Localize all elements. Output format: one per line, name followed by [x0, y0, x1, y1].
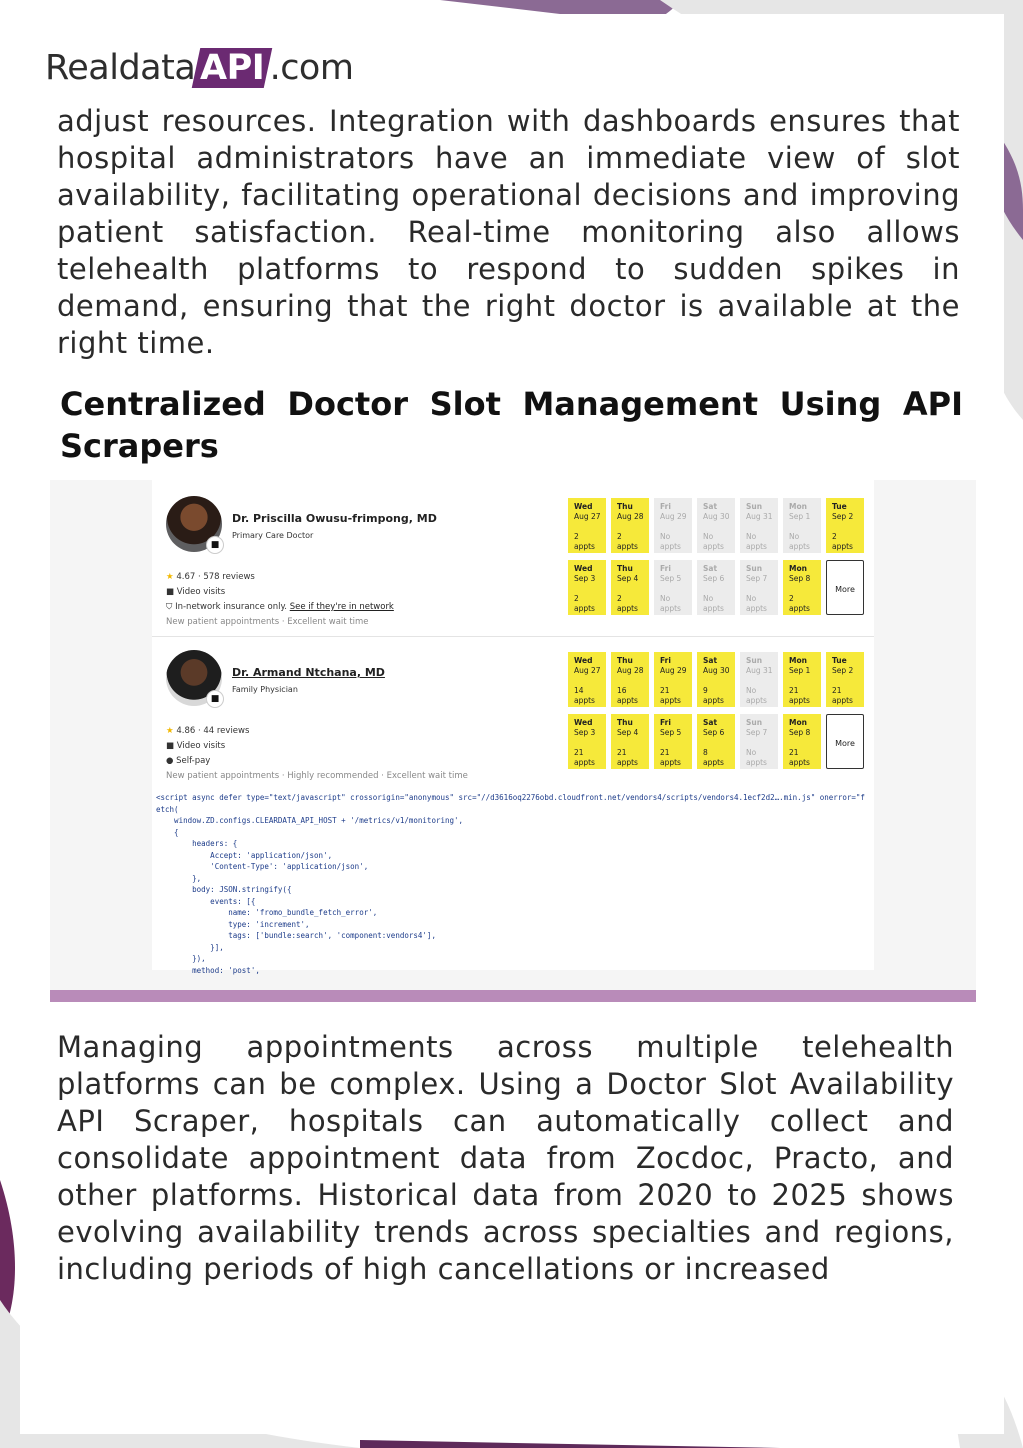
video-camera-icon: ■ — [206, 536, 224, 554]
appointment-slot: Sun Sep 7 No appts — [740, 714, 778, 769]
doctor-name[interactable]: Dr. Priscilla Owusu-frimpong, MD — [232, 512, 437, 525]
insurance-text: In-network insurance only. — [175, 602, 288, 612]
logo-api-badge: API — [192, 48, 273, 88]
code-snippet — [156, 792, 872, 975]
logo-prefix: Realdata — [45, 48, 196, 88]
appointment-slot[interactable]: Thu Aug 28 2 appts — [611, 498, 649, 553]
code-line: method: 'post', — [156, 965, 260, 975]
code-line: { — [156, 827, 179, 837]
more-button[interactable]: More — [826, 714, 864, 769]
appointment-slot[interactable]: Mon Sep 8 21 appts — [783, 714, 821, 769]
code-line: }), — [156, 954, 206, 963]
appointment-note: New patient appointments · Excellent wait time — [166, 617, 369, 627]
logo-suffix: .com — [269, 48, 354, 88]
insurance-link[interactable]: See if they're in network — [289, 602, 394, 612]
doctor-card — [152, 642, 874, 792]
doctor-name[interactable]: Dr. Armand Ntchana, MD — [232, 666, 385, 679]
brand-logo — [45, 44, 353, 92]
appointment-slot[interactable]: Mon Sep 1 21 appts — [783, 652, 821, 707]
appointment-slot: Sat Sep 6 No appts — [697, 560, 735, 615]
appointment-slot[interactable]: Thu Sep 4 21 appts — [611, 714, 649, 769]
video-icon: ■ — [166, 587, 175, 597]
dollar-icon: ● — [166, 756, 174, 766]
appointment-slot[interactable]: Tue Sep 2 2 appts — [826, 498, 864, 553]
section-heading: Centralized Doctor Slot Management Using API Scrapers — [60, 385, 963, 465]
code-line: window.ZD.configs.CLEARDATA_API_HOST + '/metrics/v1/monitoring', — [156, 816, 464, 825]
code-line: type: 'increment', — [156, 919, 310, 929]
appointment-slot[interactable]: Mon Sep 8 2 appts — [783, 560, 821, 615]
appointment-slot[interactable]: Thu Aug 28 16 appts — [611, 652, 649, 707]
doctor-specialty: Family Physician — [232, 685, 298, 694]
appointment-slot[interactable]: Fri Aug 29 21 appts — [654, 652, 692, 707]
closing-paragraph: Managing appointments across multiple telehealth platforms can be complex. Using a Doctor Slot Availability API Scraper, hospitals can automatically collect and consolidate appointment data from Zocdoc, Practo, and other platforms. Historical data from 2020 to 2025 shows evolving availability trends across specialties and regions, including periods of high cancellations or increased — [57, 1030, 954, 1286]
appointment-slot: Mon Sep 1 No appts — [783, 498, 821, 553]
rating: 4.67 · 578 reviews — [176, 572, 255, 582]
divider-bar — [50, 990, 976, 1002]
code-line: }], — [156, 942, 224, 952]
code-line: }, — [156, 873, 202, 883]
appointment-slot[interactable]: Wed Sep 3 2 appts — [568, 560, 606, 615]
code-line: name: 'fromo_bundle_fetch_error', — [156, 908, 378, 917]
visit-type: Video visits — [176, 741, 226, 751]
visit-type: Video visits — [176, 587, 226, 597]
doctor-listing-screenshot — [50, 480, 976, 1002]
more-button[interactable]: More — [826, 560, 864, 615]
appointment-slot: Fri Aug 29 No appts — [654, 498, 692, 553]
code-line: headers: { — [156, 839, 238, 848]
doctor-details — [166, 724, 468, 784]
appointment-slot[interactable]: Wed Sep 3 21 appts — [568, 714, 606, 769]
doctor-specialty: Primary Care Doctor — [232, 531, 314, 540]
avatar — [166, 496, 222, 552]
code-line: tags: ['bundle:search', 'component:vendors4'], — [156, 931, 436, 940]
appointment-slot: Fri Sep 5 No appts — [654, 560, 692, 615]
star-icon: ★ — [166, 726, 174, 736]
video-icon: ■ — [166, 741, 175, 751]
code-line: etch( — [156, 804, 179, 814]
payment-text: Self-pay — [176, 756, 211, 766]
video-camera-icon: ■ — [206, 690, 224, 708]
code-line: events: [{ — [156, 896, 256, 906]
appointment-slot[interactable]: Sat Aug 30 9 appts — [697, 652, 735, 707]
appointment-slot[interactable]: Wed Aug 27 2 appts — [568, 498, 606, 553]
appointment-slot[interactable]: Sat Sep 6 8 appts — [697, 714, 735, 769]
code-line: Accept: 'application/json', — [156, 850, 333, 860]
appointment-slot[interactable]: Thu Sep 4 2 appts — [611, 560, 649, 615]
star-icon: ★ — [166, 572, 174, 582]
doctor-card — [152, 488, 874, 637]
appointment-slot[interactable]: Tue Sep 2 21 appts — [826, 652, 864, 707]
appointment-slot[interactable]: Wed Aug 27 14 appts — [568, 652, 606, 707]
shield-icon: ⛉ — [166, 602, 173, 612]
code-line: <script async defer type="text/javascript" crossorigin="anonymous" src="//d3616oq2276obd.cloudfront.net/vendors4/scripts/vendors4.1ecf2d2….min.js" onerror="f — [156, 793, 865, 802]
appointment-slot: Sun Aug 31 No appts — [740, 498, 778, 553]
code-line: 'Content-Type': 'application/json', — [156, 862, 369, 871]
appointment-note: New patient appointments · Highly recommended · Excellent wait time — [166, 771, 468, 781]
screenshot-content — [152, 480, 874, 975]
appointment-slot: Sat Aug 30 No appts — [697, 498, 735, 553]
code-line: body: JSON.stringify({ — [156, 885, 292, 894]
appointment-slot[interactable]: Fri Sep 5 21 appts — [654, 714, 692, 769]
rating: 4.86 · 44 reviews — [176, 726, 250, 736]
avatar — [166, 650, 222, 706]
appointment-slot: Sun Aug 31 No appts — [740, 652, 778, 707]
intro-paragraph: adjust resources. Integration with dashboards ensures that hospital administrators have an immediate view of slot availability, facilitating operational decisions and improving patient satisfaction. Real-time monitoring also allows telehealth platforms to respond to sudden spikes in demand, ensuring that the right doctor is available at the right time. — [57, 104, 960, 360]
appointment-slot: Sun Sep 7 No appts — [740, 560, 778, 615]
doctor-details — [166, 570, 394, 630]
